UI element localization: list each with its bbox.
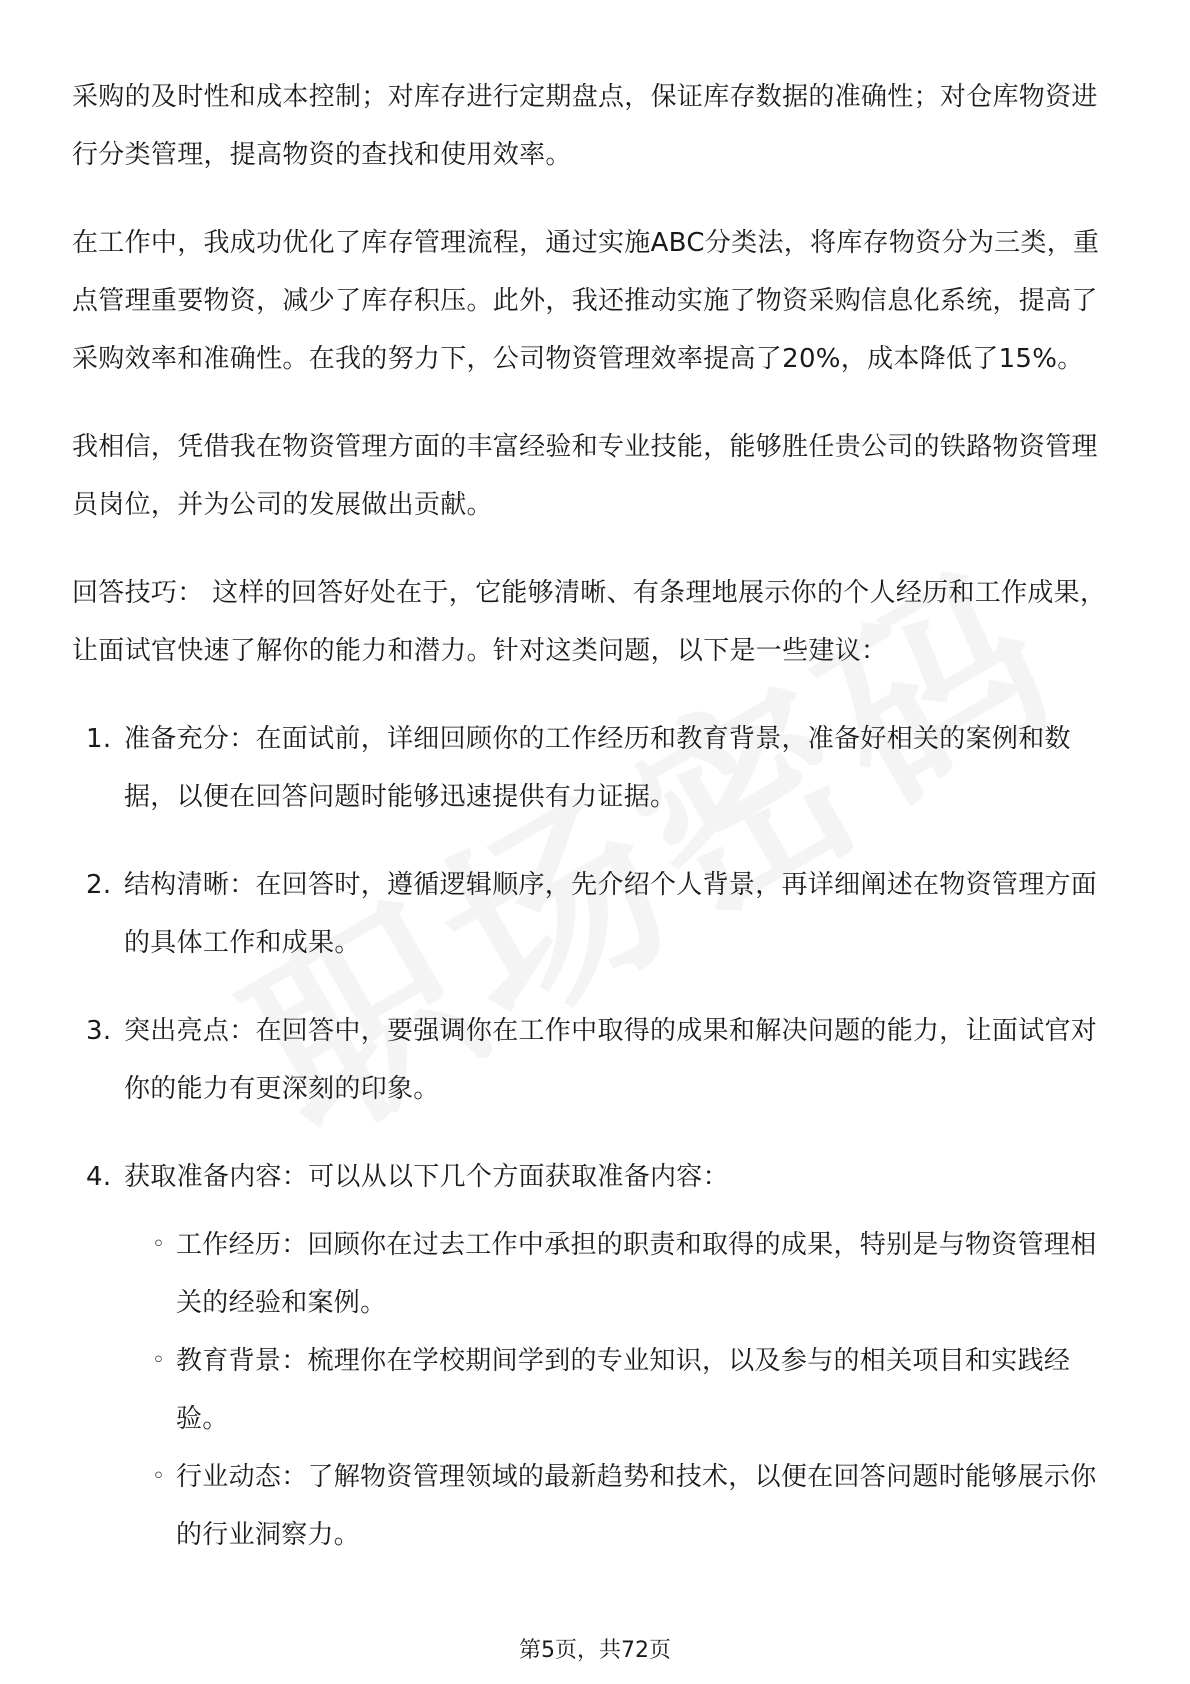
paragraph-answer-tips: 回答技巧： 这样的回答好处在于，它能够清晰、有条理地展示你的个人经历和工作成果，让面试官快速了解你的能力和潜力。针对这类问题，以下是一些建议： <box>72 578 1107 666</box>
hollow-bullet-icon: ◦ <box>152 1232 166 1257</box>
list-number: 2. <box>86 870 112 900</box>
sub-list-item <box>124 1216 1118 1332</box>
list-number: 4. <box>86 1162 112 1192</box>
list-item <box>72 710 1118 826</box>
list-item-text: 结构清晰：在回答时，遵循逻辑顺序，先介绍个人背景，再详细阐述在物资管理方面的具体工作和成果。 <box>124 870 1098 958</box>
list-item-text: 准备充分：在面试前，详细回顾你的工作经历和教育背景，准备好相关的案例和数据，以便在回答问题时能够迅速提供有力证据。 <box>124 724 1071 812</box>
list-item <box>72 1148 1118 1564</box>
list-item <box>72 1002 1118 1118</box>
page-footer: 第5页，共72页 <box>519 1638 671 1663</box>
paragraph-procurement: 采购的及时性和成本控制；对库存进行定期盘点，保证库存数据的准确性；对仓库物资进行分类管理，提高物资的查找和使用效率。 <box>72 82 1098 170</box>
sub-list-item <box>124 1332 1118 1448</box>
hollow-bullet-icon: ◦ <box>152 1348 166 1373</box>
list-item-text: 获取准备内容：可以从以下几个方面获取准备内容： <box>124 1162 729 1192</box>
paragraph-confidence: 我相信，凭借我在物资管理方面的丰富经验和专业技能，能够胜任贵公司的铁路物资管理员岗位，并为公司的发展做出贡献。 <box>72 432 1098 520</box>
paragraph-achievements: 在工作中，我成功优化了库存管理流程，通过实施ABC分类法，将库存物资分为三类，重点管理重要物资，减少了库存积压。此外，我还推动实施了物资采购信息化系统，提高了采购效率和准确性。在我的努力下，公司物资管理效率提高了20%，成本降低了15%。 <box>72 228 1100 374</box>
list-item <box>72 856 1118 972</box>
sub-list <box>124 1216 1118 1564</box>
list-number: 1. <box>86 724 112 754</box>
sub-list-item-text: 教育背景：梳理你在学校期间学到的专业知识，以及参与的相关项目和实践经验。 <box>176 1346 1071 1434</box>
tips-list <box>72 710 1118 1564</box>
page-content <box>72 68 1118 1594</box>
list-number: 3. <box>86 1016 112 1046</box>
list-item-text: 突出亮点：在回答中，要强调你在工作中取得的成果和解决问题的能力，让面试官对你的能力有更深刻的印象。 <box>124 1016 1098 1104</box>
hollow-bullet-icon: ◦ <box>152 1464 166 1489</box>
sub-list-item-text: 工作经历：回顾你在过去工作中承担的职责和取得的成果，特别是与物资管理相关的经验和案例。 <box>176 1230 1097 1318</box>
sub-list-item-text: 行业动态：了解物资管理领域的最新趋势和技术，以便在回答问题时能够展示你的行业洞察力。 <box>176 1462 1097 1550</box>
sub-list-item <box>124 1448 1118 1564</box>
